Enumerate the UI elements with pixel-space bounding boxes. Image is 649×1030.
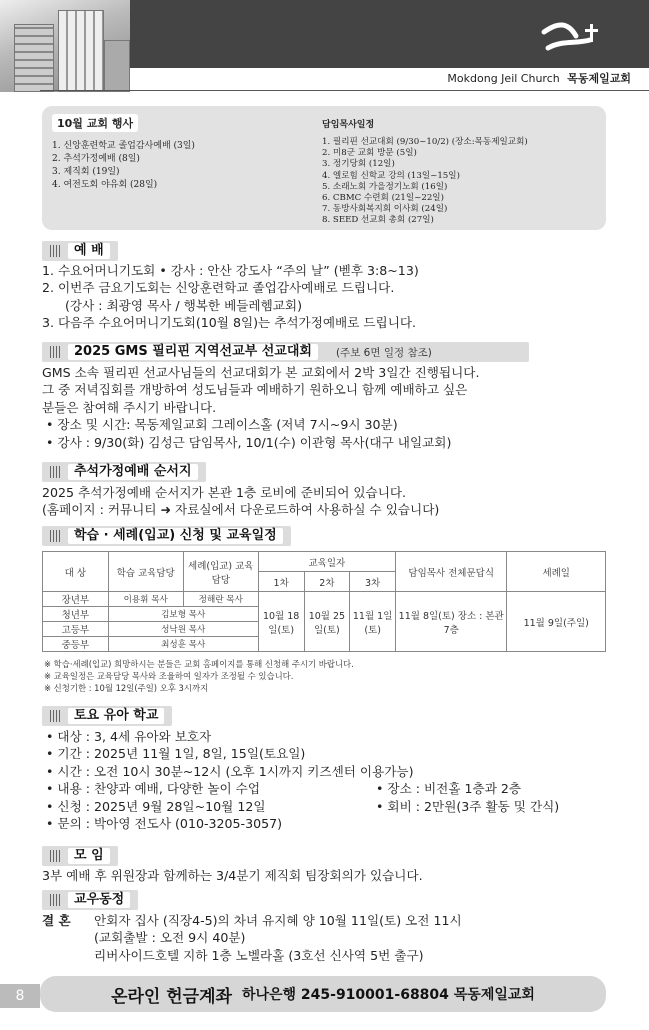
list-item: 4. 여전도회 야유회 (28일) xyxy=(52,180,158,190)
news-section-header xyxy=(42,890,138,910)
pastor-schedule xyxy=(322,112,602,227)
section-title: 모 임 xyxy=(68,848,110,864)
section-title: 교우동정 xyxy=(68,892,130,908)
cell-staff: 최성훈 목사 xyxy=(108,637,258,652)
list-item: 3. 정기당회 (12일) xyxy=(322,159,395,170)
cell-baptism-staff: 정해란 목사 xyxy=(183,592,258,607)
cell-target: 고등부 xyxy=(43,622,109,637)
meeting-section-header xyxy=(42,846,118,866)
news-line: (교회출발 : 오전 9시 40분) xyxy=(94,930,246,946)
cell-session-1: 10월 18일(토) xyxy=(258,592,304,652)
church-name-ko: 목동제일교회 xyxy=(567,72,631,85)
gms-line: 분들은 참여해 주시기 바랍니다. xyxy=(42,399,217,415)
header-target: 대 상 xyxy=(43,552,109,592)
note-line: ※ 학습·세례(입교) 희망하시는 분들은 교회 홈페이지를 통해 신청해 주시기 바랍니다. xyxy=(44,659,354,669)
page-header xyxy=(0,0,649,92)
toddler-line: • 기간 : 2025년 11월 1일, 8일, 15일(토요일) xyxy=(46,746,306,762)
october-events xyxy=(52,112,312,192)
offering-account-banner xyxy=(40,976,606,1012)
bars-icon xyxy=(50,894,62,906)
gms-line: 그 중 저녁집회를 개방하여 성도님들과 예배하기 원하오니 함께 예배하고 싶은 xyxy=(42,382,468,398)
cell-staff: 성낙원 목사 xyxy=(108,622,258,637)
cell-baptism-date: 11월 9일(주일) xyxy=(507,592,606,652)
cell-target: 중등부 xyxy=(43,637,109,652)
section-title: 2025 GMS 필리핀 지역선교부 선교대회 xyxy=(68,344,318,360)
list-item: 3. 제직회 (19일) xyxy=(52,167,120,177)
list-item: 2. 추석가정예배 (8일) xyxy=(52,154,140,164)
news-body xyxy=(42,912,612,964)
worship-body xyxy=(42,262,612,332)
cell-target: 청년부 xyxy=(43,607,109,622)
study-notes xyxy=(44,658,354,694)
section-title: 예 배 xyxy=(68,243,110,259)
list-item: 6. CBMC 수련회 (21일~22일) xyxy=(322,193,444,204)
toddler-line: • 시간 : 오전 10시 30분~12시 (오후 1시까지 키즈센터 이용가능) xyxy=(46,763,414,779)
offering-account: 하나은행 245-910001-68804 목동제일교회 xyxy=(241,987,535,1003)
toddler-body xyxy=(42,728,612,832)
table-row xyxy=(43,592,606,607)
toddler-line xyxy=(42,780,612,797)
section-title: 학습 · 세례(입교) 신청 및 교육일정 xyxy=(68,528,283,544)
list-item: 8. SEED 선교회 총회 (27일) xyxy=(322,215,434,226)
header-divider xyxy=(40,90,649,91)
chuseok-body xyxy=(42,484,612,519)
section-note: (주보 6면 일정 참조) xyxy=(335,346,432,359)
list-item: 1. 필리핀 선교대회 (9/30~10/2) (장소:목동제일교회) xyxy=(322,137,528,147)
page-number: 8 xyxy=(0,984,40,1008)
header-baptism-date: 세례일 xyxy=(507,552,606,592)
study-section-header xyxy=(42,526,291,546)
october-events-title: 10월 교회 행사 xyxy=(52,114,138,132)
cell-exam: 11월 8일(토) 장소 : 본관 7층 xyxy=(396,592,507,652)
church-name-en: Mokdong Jeil Church xyxy=(447,72,560,85)
cell-study-staff: 이용휘 목사 xyxy=(108,592,183,607)
worship-line: 2. 이번주 금요기도회는 신앙훈련학교 졸업감사예배로 드립니다. xyxy=(42,280,395,296)
list-item: 4. 엘로힘 신학교 강의 (13일~15일) xyxy=(322,170,460,181)
toddler-line xyxy=(42,798,612,815)
header-exam: 담임목사 전체문답식 xyxy=(396,552,507,592)
cell-target: 장년부 xyxy=(43,592,109,607)
church-logo-icon xyxy=(540,18,604,58)
toddler-line: • 문의 : 박아영 전도사 (010-3205-3057) xyxy=(46,816,283,832)
cell-staff: 김보형 목사 xyxy=(108,607,258,622)
chuseok-section-header xyxy=(42,462,206,482)
news-line: 리버사이드호텔 지하 1층 노벨라홀 (3호선 신사역 5번 출구) xyxy=(94,947,424,963)
events-box xyxy=(42,106,606,230)
chuseok-line: 2025 추석가정예배 순서지가 본관 1층 로비에 준비되어 있습니다. xyxy=(42,485,407,500)
gms-line: GMS 소속 필리핀 선교사님들의 선교대회가 본 교회에서 2박 3일간 진행됩니다. xyxy=(42,365,480,380)
bars-icon xyxy=(50,245,62,257)
worship-line: (강사 : 최광영 목사 / 행복한 베들레헴교회) xyxy=(65,297,302,313)
gms-section-header xyxy=(42,342,529,362)
header-session-2: 2차 xyxy=(304,572,350,592)
bars-icon xyxy=(50,466,62,478)
list-item: 5. 소래노회 가을정기노회 (16일) xyxy=(322,181,448,192)
church-name xyxy=(447,70,631,86)
toddler-section-header xyxy=(42,706,172,726)
section-title: 추석가정예배 순서지 xyxy=(68,464,198,480)
toddler-line: • 대상 : 3, 4세 유아와 보호자 xyxy=(46,729,212,744)
gms-line: • 장소 및 시간: 목동제일교회 그레이스홀 (저녁 7시~9시 30분) xyxy=(46,417,398,433)
bars-icon xyxy=(50,346,62,358)
education-schedule-table xyxy=(42,551,606,652)
cell-session-2: 10월 25일(토) xyxy=(304,592,350,652)
church-building-photo xyxy=(0,0,130,92)
list-item: 1. 신앙훈련학교 졸업감사예배 (3일) xyxy=(52,141,195,151)
cell-session-3: 11월 1일(토) xyxy=(350,592,396,652)
toddler-content: • 내용 : 찬양과 예배, 다양한 놀이 수업 xyxy=(46,781,261,797)
worship-line: 3. 다음주 수요어머니기도회(10월 8일)는 추석가정예배로 드립니다. xyxy=(42,315,417,331)
header-baptism-staff: 세례(입교) 교육담당 xyxy=(183,552,258,592)
gms-line: • 강사 : 9/30(화) 김성근 담임목사, 10/1(수) 이관형 목사(대구 내일교회) xyxy=(46,434,452,450)
pastor-schedule-title: 담임목사일정 xyxy=(322,120,375,130)
header-session-3: 3차 xyxy=(350,572,396,592)
news-line: 안회자 집사 (직장4-5)의 차녀 유지혜 양 10월 11일(토) 오전 11시 xyxy=(94,913,462,928)
toddler-place: • 장소 : 비전홀 1층과 2층 xyxy=(376,781,522,797)
worship-line: 1. 수요어머니기도회 • 강사 : 안산 강도사 “주의 날” (벧후 3:8~13) xyxy=(42,263,419,278)
gms-body xyxy=(42,364,612,451)
note-line: ※ 신청기한 : 10월 12일(주일) 오후 3시까지 xyxy=(44,683,209,693)
toddler-fee: • 회비 : 2만원(3주 활동 및 간식) xyxy=(376,798,560,814)
list-item: 2. 미8군 교회 방문 (5일) xyxy=(322,148,417,159)
chuseok-line: (홈페이지 : 커뮤니티 ➜ 자료실에서 다운로드하여 사용하실 수 있습니다) xyxy=(42,502,440,518)
toddler-apply: • 신청 : 2025년 9월 28일~10월 12일 xyxy=(46,798,266,814)
offering-label: 온라인 헌금계좌 xyxy=(111,986,232,1007)
news-label: 결 혼 xyxy=(42,913,71,928)
bars-icon xyxy=(50,530,62,542)
worship-section-header xyxy=(42,241,118,261)
note-line: ※ 교육일정은 교육담당 목사와 조율하여 일자가 조정될 수 있습니다. xyxy=(44,671,294,681)
bars-icon xyxy=(50,710,62,722)
list-item: 7. 동방사회복지회 이사회 (24일) xyxy=(322,204,448,215)
section-title: 토요 유아 학교 xyxy=(68,708,164,724)
meeting-line: 3부 예배 후 위원장과 함께하는 3/4분기 제직회 팀장회의가 있습니다. xyxy=(42,868,423,883)
header-dates: 교육일자 xyxy=(258,552,395,572)
header-study-staff: 학습 교육담당 xyxy=(108,552,183,592)
header-session-1: 1차 xyxy=(258,572,304,592)
bars-icon xyxy=(50,850,62,862)
meeting-body xyxy=(42,867,612,884)
